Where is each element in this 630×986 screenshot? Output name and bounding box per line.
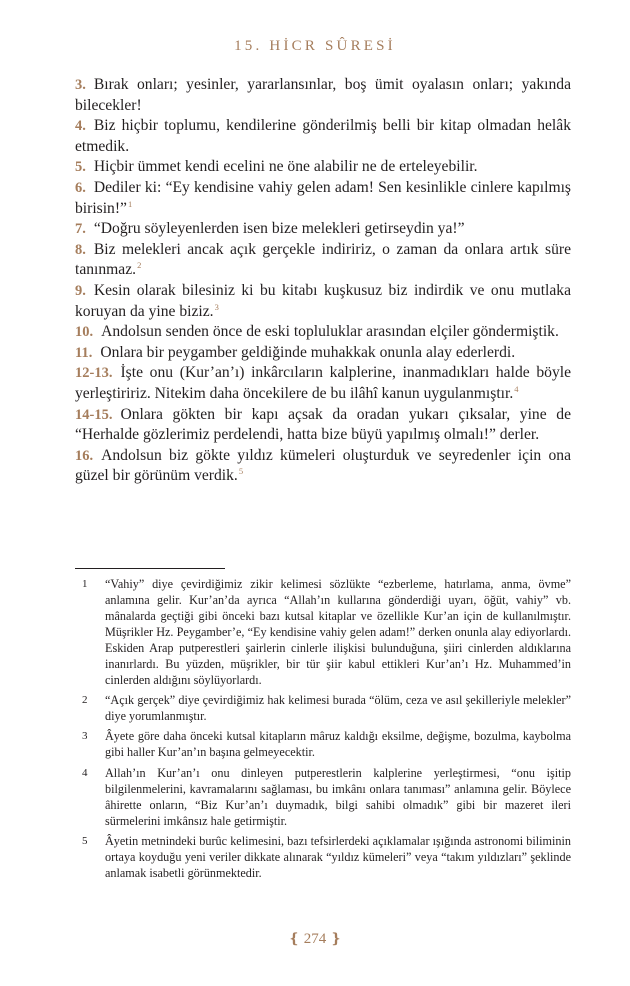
page-number (0, 931, 630, 948)
verse-number: 12-13. (75, 365, 113, 382)
verse-6 (75, 178, 571, 219)
footnote-number: 5 (82, 834, 88, 847)
verse-number: 10. (75, 324, 94, 341)
ornament-left-icon: ❴ (288, 932, 300, 947)
footnote-number: 2 (82, 694, 88, 707)
verse-text: Bırak onları; yesinler, yararlansınlar, boş ümit oyalasın onları; yakında bilecekler! (75, 76, 571, 114)
footnote-marker[interactable]: 1 (127, 198, 133, 209)
footnote-number: 3 (82, 730, 88, 743)
verse-8 (75, 240, 571, 281)
verse-text: Biz melekleri ancak açık gerçekle indiririz, o zaman da onlara artık süre tanınmaz. (75, 240, 571, 279)
footnote-text: Âyetin metnindeki burûc kelimesini, bazı tefsirlerdeki açıklamalar ışığında astronomi biliminin ortaya koyduğu yeni veriler dikkate alınarak “yıldız kümeleri” veya “takım yıldızları” şeklinde anlamak isabetli görünmektedir. (105, 833, 571, 880)
footnote (75, 576, 571, 688)
verse-3 (75, 75, 571, 116)
footnote (75, 692, 571, 724)
verse-number: 4. (75, 118, 86, 135)
verse-text: Onlara gökten bir kapı açsak da oradan yukarı çıksalar, yine de “Herhalde gözlerimiz perdelendi, hatta bize büyü yapılmış olmalı!” derler. (75, 405, 571, 444)
footnotes (75, 576, 571, 885)
footnote-marker[interactable]: 5 (238, 466, 244, 477)
verse-number: 3. (75, 77, 86, 93)
verse-text: Dediler ki: “Ey kendisine vahiy gelen adam! Sen kesinlikle cinlere kapılmış birisin!” (75, 178, 571, 217)
footnote (75, 765, 571, 829)
verse-text: Hiçbir ümmet kendi ecelini ne öne alabilir ne de erteleyebilir. (93, 158, 478, 176)
running-header: 15. HİCR SÛRESİ (234, 38, 396, 54)
verse-5 (75, 157, 571, 178)
verse-number: 5. (75, 159, 86, 176)
footnote (75, 833, 571, 881)
footnote-text: “Açık gerçek” diye çevirdiğimiz hak kelimesi burada “ölüm, ceza ve asıl şekilleriyle melekler” diye yorumlanmıştır. (105, 693, 571, 724)
footnote-divider (75, 568, 225, 569)
footnote-number: 1 (82, 578, 88, 590)
verse-text: Andolsun senden önce de eski topluluklar arasından elçiler göndermiştik. (101, 323, 559, 341)
verse-4 (75, 116, 571, 157)
footnote-text: “Vahiy” diye çevirdiğimiz zikir kelimesi sözlükte “ezberleme, hatırlama, anma, övme” anlamına gelir. Kur’an’da ayrıca “Allah’ın kullarına gönderdiği uyarı, öğüt, vahiy” vb. mânalarda geçtiği gibi önceki bazı kutsal kitaplar ve özellikle Kur’an için de kullanılmıştır. Müşrikler Hz. Peygamber’e, “Ey kendisine vahiy gelen adam!” derken onunla alay ediyorlardı. Eskiden Arap putperestleri şairlerin cinlerle ilişkisi bulunduğuna, şiiri cinlerden aldıklarına inanırlardı. Bu yüzden, müşrikler, bir tür şiir kabul ettikleri Kur’an’ı Hz. Muhammed’in cinlerden aldığını söylüyorlardı. (105, 577, 571, 688)
verse-9 (75, 281, 571, 322)
verse-text: İşte onu (Kur’an’ı) inkârcıların kalplerine, inanmadıkları halde böyle yerleştiririz. Nitekim daha öncekilere de bu ilâhî kanun uygulanmıştır. (75, 364, 571, 402)
footnote-number: 4 (82, 766, 88, 779)
verse-list (75, 75, 571, 487)
verse-7 (75, 219, 571, 240)
verse-number: 8. (75, 241, 86, 258)
verse-text: Biz hiçbir toplumu, kendilerine gönderilmiş belli bir kitap olmadan helâk etmedik. (75, 117, 571, 155)
verse-number: 7. (75, 221, 86, 238)
verse-text: “Doğru söyleyenlerden isen bize melekleri getirseydin ya!” (93, 220, 465, 238)
ornament-right-icon: ❵ (330, 932, 342, 947)
verse-number: 11. (75, 344, 93, 361)
verse-text: Andolsun biz gökte yıldız kümeleri oluşturduk ve seyredenler için ona güzel bir görünüm verdik. (75, 446, 571, 485)
footnote-marker[interactable]: 4 (514, 383, 519, 394)
verse-10 (75, 322, 571, 343)
verse-number: 16. (75, 447, 94, 464)
footnote-marker[interactable]: 3 (214, 301, 219, 312)
verse-12-13 (75, 363, 571, 404)
verse-text: Onlara bir peygamber geldiğinde muhakkak onunla alay ederlerdi. (100, 343, 516, 361)
verse-16 (75, 446, 571, 487)
verse-text: Kesin olarak bilesiniz ki bu kitabı kuşkusuz biz indirdik ve onu mutlaka koruyan da yine biziz. (75, 281, 571, 320)
footnote-text: Allah’ın Kur’an’ı onu dinleyen putperestlerin kalplerine yerleştirmesi, “onu işitip bilgilenmelerini, kavramalarını sağlaması, bu imkânı onlara tanıması” anlamına gelir. Böylece âhirette onların, “Biz Kur’an’ı duymadık, bilgi sahibi olmadık” gibi bir mazeret ileri sürmelerini imkânsız hale getirmiştir. (105, 765, 571, 828)
footnote-marker[interactable]: 2 (137, 260, 142, 271)
verse-number: 6. (75, 179, 86, 196)
verse-number: 14-15. (75, 406, 113, 423)
verse-11 (75, 343, 571, 364)
page-number-value: 274 (303, 931, 327, 947)
verse-14-15 (75, 405, 571, 446)
verse-number: 9. (75, 282, 86, 299)
footnote-text: Âyete göre daha önceki kutsal kitapların mâruz kaldığı eksilme, değişme, bozulma, kaybolma gibi haller Kur’an’ın başına gelmeyecektir. (105, 729, 571, 760)
footnote (75, 728, 571, 760)
